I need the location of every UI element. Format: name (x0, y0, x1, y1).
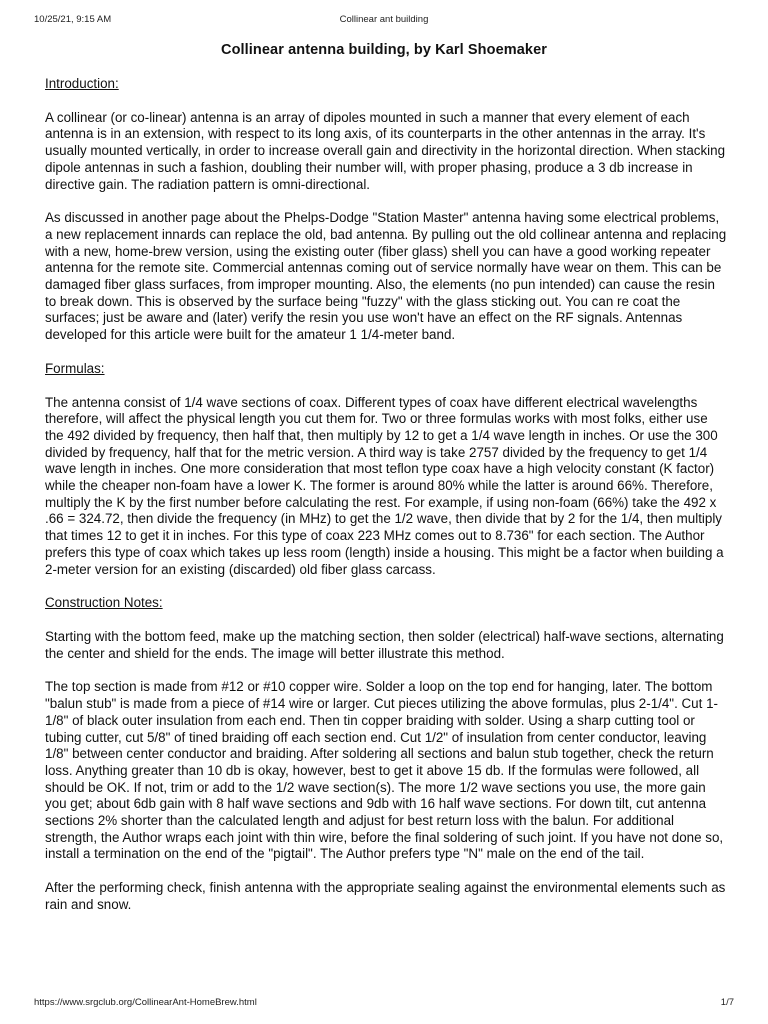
introduction-paragraph-2: As discussed in another page about the Phelps-Dodge "Station Master" antenna having some electrical problems, a new replacement innards can replace the old, bad antenna. By pulling out the old collinear antenna and replacing with a new, home-brew version, using the existing outer (fiber glass) shell you can have a good working repeater antenna for the remote site. Commercial antennas coming out of service normally have wear on them. This can be damaged fiber glass surfaces, from improper mounting. Also, the elements (no pun intended) can cause the resin to break down. This is observed by the surface being "fuzzy" with the glass sticking out. You can re coat the surfaces; just be aware and (later) verify the resin you use won't have an effect on the RF signals. Antennas developed for this article were built for the amateur 1 1/4-meter band. (45, 210, 727, 343)
construction-paragraph-1: Starting with the bottom feed, make up the matching section, then solder (electrical) half-wave sections, alternating the center and shield for the ends. The image will better illustrate this method. (45, 628, 724, 661)
print-url: https://www.srgclub.org/CollinearAnt-HomeBrew.html (34, 997, 257, 1008)
print-datetime: 10/25/21, 9:15 AM (34, 14, 112, 25)
introduction-heading: Introduction: (45, 76, 119, 91)
formulas-heading: Formulas: (45, 360, 105, 376)
formulas-paragraph-1: The antenna consist of 1/4 wave sections of coax. Different types of coax have different electrical wavelengths therefore, will affect the physical length you cut them for. Two or three formulas works with most folks, either use the 492 divided by frequency, then half that, then multiply by 12 to get a 1/4 wave length in inches. Or use the 300 divided by frequency, half that for the metric version. A third way is take 2757 divided by the frequency to get 1/4 wave length in inches. One more consideration that most teflon type coax have a high velocity constant (K factor) while the cheaper non-foam have a lower K. The former is around 80% while the latter is around 66%. Therefore, multiply the K by the first number before calculating the rest. For example, if using non-foam (66%) take the 492 x .66 = 324.72, then divide the frequency (in MHz) to get the 1/2 wave, then divide that by 2 for the 1/4, then multiply that times 12 to get it in inches. For this type of coax 223 MHz comes out to 8.736" for each section. The Author prefers this type of coax which takes up less room (length) inside a housing. This might be a factor when building a 2-meter version for an existing (discarded) old fiber glass carcass. (45, 394, 724, 577)
document-body (45, 76, 727, 931)
document-title: Collinear antenna building, by Karl Shoemaker (221, 42, 547, 58)
introduction-paragraph-1: A collinear (or co-linear) antenna is an array of dipoles mounted in such a manner that every element of each antenna is in an extension, with respect to its long axis, of its counterparts in the other antennas in the array. It's usually mounted vertically, in order to increase overall gain and directivity in the horizontal direction. When stacking dipole antennas in such a fashion, doubling their number will, with proper phasing, produce a 3 db increase in directive gain. The radiation pattern is omni-directional. (45, 109, 726, 192)
print-footer (34, 997, 734, 1011)
print-page-title: Collinear ant building (339, 14, 429, 25)
construction-paragraph-2: The top section is made from #12 or #10 copper wire. Solder a loop on the top end for hanging, later. The bottom "balun stub" is made from a piece of #14 wire or larger. Cut pieces utilizing the above formulas, plus 2-1/4". Cut 1-1/8" of black outer insulation from each end. Then tin copper braiding with solder. Using a sharp cutting tool or tubing cutter, cut 5/8" of tined braiding off each section end. Cut 1/2" of insulation from center conductor, leaving 1/8" between center conductor and braiding. After soldering all sections and balun stub together, check the return loss. Anything greater than 10 db is okay, however, best to get it above 15 db. If the formulas were followed, all should be OK. If not, trim or add to the 1/2 wave section(s). The more 1/2 wave sections you use, the more gain you get; about 6db gain with 8 half wave sections and 9db with 16 half wave sections. For down tilt, cut antenna sections 2% shorter than the calculated length and adjust for best return loss with the balun. For additional strength, the Author wraps each joint with thin wire, before the final soldering of such joint. If you have not done so, install a termination on the end of the "pigtail". The Author prefers type "N" male on the end of the tail. (45, 679, 724, 862)
construction-heading: Construction Notes: (45, 595, 163, 611)
construction-paragraph-3: After the performing check, finish antenna with the appropriate sealing against the environmental elements such as rain and snow. (45, 880, 726, 912)
page-indicator: 1/7 (720, 997, 734, 1008)
print-header (34, 14, 734, 28)
